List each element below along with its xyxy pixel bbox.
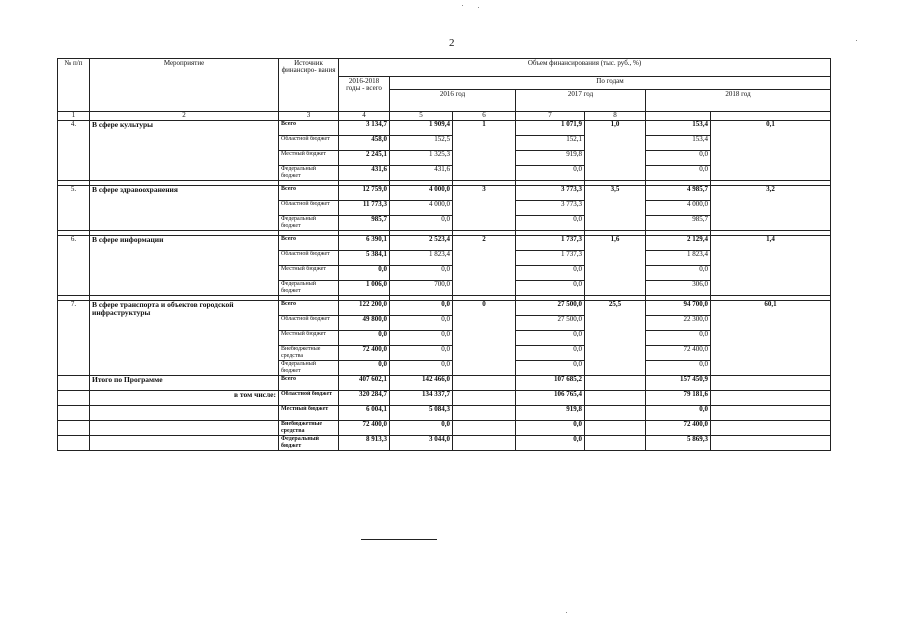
funding-source: Всего [279,186,339,201]
value-2017: 0,0 [516,266,585,281]
funding-source: Всего [279,301,339,316]
section-name: В сфере транспорта и объектов городской инфраструктуры [90,301,279,376]
totals-row [58,391,831,406]
value-2018: 72 400,0 [646,421,711,436]
colnum: 5 [390,112,453,121]
scan-speck [462,5,463,6]
value-2017: 0,0 [516,281,585,296]
funding-source: Областной бюджет [279,251,339,266]
funding-source: Федеральный бюджет [279,281,339,296]
total-2016-2018: 0,0 [339,266,390,281]
colnum: 8 [585,112,646,121]
value-2018: 0,0 [646,166,711,181]
colnum: 2 [90,112,279,121]
section-number: 4. [58,121,90,181]
funding-source: Местный бюджет [279,151,339,166]
section-name: В сфере информации [90,236,279,296]
value-2017: 106 765,4 [516,391,585,406]
value-2018: 4 985,7 [646,186,711,201]
percent-2017-empty [585,391,646,406]
funding-source: Внебюджетные средства [279,346,339,361]
scan-speck [478,7,479,8]
value-2018: 0,0 [646,331,711,346]
table-row [58,186,831,201]
total-2016-2018: 2 245,1 [339,151,390,166]
value-2016: 0,0 [390,301,453,316]
percent-2016-empty [453,391,516,406]
value-2016: 0,0 [390,421,453,436]
percent-2016: 1 [453,121,516,181]
percent-2016: 3 [453,186,516,231]
value-2017: 107 685,2 [516,376,585,391]
value-2017: 919,8 [516,151,585,166]
funding-source: Федеральный бюджет [279,166,339,181]
totals-label-empty [90,406,279,421]
percent-2016: 2 [453,236,516,296]
section-number: 5. [58,186,90,231]
percent-2018-empty [711,421,831,436]
header-by-years: По годам [390,77,831,90]
total-2016-2018: 12 759,0 [339,186,390,201]
header-funding: Объем финансирования (тыс. руб., %) [339,59,831,77]
totals-label: Итого по Программе [90,376,279,391]
percent-2017-empty [585,376,646,391]
value-2017: 0,0 [516,421,585,436]
percent-2016-empty [453,436,516,451]
percent-2016-empty [453,376,516,391]
value-2018: 0,0 [646,266,711,281]
colnum: 7 [516,112,585,121]
funding-source: Внебюджетные средства [279,421,339,436]
value-2018: 2 129,4 [646,236,711,251]
total-2016-2018: 0,0 [339,331,390,346]
value-2016: 1 325,3 [390,151,453,166]
value-2017: 1 071,9 [516,121,585,136]
percent-2018-empty [711,391,831,406]
header-year-2017: 2017 год [516,90,646,112]
value-2016: 5 084,3 [390,406,453,421]
funding-source: Федеральный бюджет [279,361,339,376]
total-2016-2018: 72 400,0 [339,421,390,436]
value-2017: 3 773,3 [516,186,585,201]
funding-source: Всего [279,121,339,136]
total-2016-2018: 6 004,1 [339,406,390,421]
header-row-1 [58,59,831,77]
value-2018: 306,0 [646,281,711,296]
value-2016: 142 466,0 [390,376,453,391]
funding-source: Федеральный бюджет [279,436,339,451]
section-name: В сфере культуры [90,121,279,181]
funding-source: Федеральный бюджет [279,216,339,231]
percent-2016-empty [453,421,516,436]
value-2016: 700,0 [390,281,453,296]
value-2017: 0,0 [516,331,585,346]
funding-source: Областной бюджет [279,316,339,331]
funding-source: Всего [279,376,339,391]
value-2018: 153,4 [646,121,711,136]
totals-num-empty [58,391,90,406]
totals-row [58,436,831,451]
value-2016: 1 823,4 [390,251,453,266]
percent-2016-empty [453,406,516,421]
total-2016-2018: 407 602,1 [339,376,390,391]
table-row [58,236,831,251]
value-2017: 0,0 [516,166,585,181]
scan-speck [566,612,567,613]
value-2018: 0,0 [646,361,711,376]
total-2016-2018: 6 390,1 [339,236,390,251]
value-2017: 0,0 [516,216,585,231]
value-2016: 0,0 [390,216,453,231]
percent-2018: 0,1 [711,121,831,181]
totals-label-empty [90,436,279,451]
funding-source: Областной бюджет [279,201,339,216]
value-2018: 79 181,6 [646,391,711,406]
section-number: 6. [58,236,90,296]
header-year-2018: 2018 год [646,90,831,112]
value-2016: 431,6 [390,166,453,181]
value-2017: 27 500,0 [516,301,585,316]
percent-2018-empty [711,406,831,421]
value-2018: 157 450,9 [646,376,711,391]
value-2016: 152,5 [390,136,453,151]
value-2016: 1 909,4 [390,121,453,136]
section-name: В сфере здравоохранения [90,186,279,231]
value-2017: 152,1 [516,136,585,151]
value-2018: 1 823,4 [646,251,711,266]
percent-2018: 1,4 [711,236,831,296]
funding-source: Областной бюджет [279,136,339,151]
scan-speck [856,40,857,41]
value-2017: 0,0 [516,361,585,376]
value-2018: 4 000,0 [646,201,711,216]
totals-num-empty [58,376,90,391]
section-number: 7. [58,301,90,376]
total-2016-2018: 8 913,3 [339,436,390,451]
value-2018: 985,7 [646,216,711,231]
percent-2017: 1,6 [585,236,646,296]
percent-2018: 60,1 [711,301,831,376]
funding-source: Местный бюджет [279,406,339,421]
header-total: 2016-2018 годы - всего [339,77,390,112]
total-2016-2018: 72 400,0 [339,346,390,361]
percent-2018-empty [711,376,831,391]
value-2018: 5 869,3 [646,436,711,451]
value-2018: 0,0 [646,151,711,166]
totals-num-empty [58,421,90,436]
percent-2018: 3,2 [711,186,831,231]
header-num: № п/п [58,59,90,112]
value-2018: 72 400,0 [646,346,711,361]
totals-num-empty [58,406,90,421]
header-source: Источник финансиро- вания [279,59,339,112]
value-2017: 919,8 [516,406,585,421]
value-2016: 0,0 [390,331,453,346]
total-2016-2018: 0,0 [339,361,390,376]
footnote-divider [361,539,437,540]
value-2016: 4 000,0 [390,186,453,201]
value-2017: 1 737,3 [516,236,585,251]
totals-row [58,406,831,421]
value-2016: 0,0 [390,266,453,281]
value-2016: 3 044,0 [390,436,453,451]
value-2017: 3 773,3 [516,201,585,216]
total-2016-2018: 320 284,7 [339,391,390,406]
value-2017: 1 737,3 [516,251,585,266]
header-year-2016: 2016 год [390,90,516,112]
value-2018: 0,0 [646,406,711,421]
percent-2017: 25,5 [585,301,646,376]
total-2016-2018: 3 134,7 [339,121,390,136]
totals-num-empty [58,436,90,451]
value-2018: 22 300,0 [646,316,711,331]
page-number: 2 [449,37,455,49]
total-2016-2018: 11 773,3 [339,201,390,216]
total-2016-2018: 49 800,0 [339,316,390,331]
total-2016-2018: 5 384,1 [339,251,390,266]
value-2016: 0,0 [390,361,453,376]
percent-2016: 0 [453,301,516,376]
totals-label-empty [90,421,279,436]
funding-source: Местный бюджет [279,331,339,346]
total-2016-2018: 431,6 [339,166,390,181]
value-2016: 0,0 [390,346,453,361]
including-label: в том числе: [90,391,279,406]
header-event: Мероприятие [90,59,279,112]
funding-source: Всего [279,236,339,251]
value-2018: 94 700,0 [646,301,711,316]
colnum: 6 [453,112,516,121]
value-2017: 27 500,0 [516,316,585,331]
funding-table [57,58,831,451]
percent-2017-empty [585,421,646,436]
funding-source: Местный бюджет [279,266,339,281]
value-2016: 0,0 [390,316,453,331]
value-2016: 4 000,0 [390,201,453,216]
total-2016-2018: 1 006,0 [339,281,390,296]
total-2016-2018: 122 200,0 [339,301,390,316]
value-2017: 0,0 [516,346,585,361]
percent-2017: 3,5 [585,186,646,231]
value-2017: 0,0 [516,436,585,451]
colnum: 3 [279,112,339,121]
total-2016-2018: 458,0 [339,136,390,151]
colnum: 4 [339,112,390,121]
totals-row [58,421,831,436]
table-row [58,301,831,316]
colnum: 1 [58,112,90,121]
percent-2018-empty [711,436,831,451]
percent-2017-empty [585,436,646,451]
funding-source: Областной бюджет [279,391,339,406]
table-row [58,121,831,136]
percent-2017-empty [585,406,646,421]
percent-2017: 1,0 [585,121,646,181]
value-2016: 2 523,4 [390,236,453,251]
value-2016: 134 337,7 [390,391,453,406]
total-2016-2018: 985,7 [339,216,390,231]
value-2018: 153,4 [646,136,711,151]
totals-row [58,376,831,391]
